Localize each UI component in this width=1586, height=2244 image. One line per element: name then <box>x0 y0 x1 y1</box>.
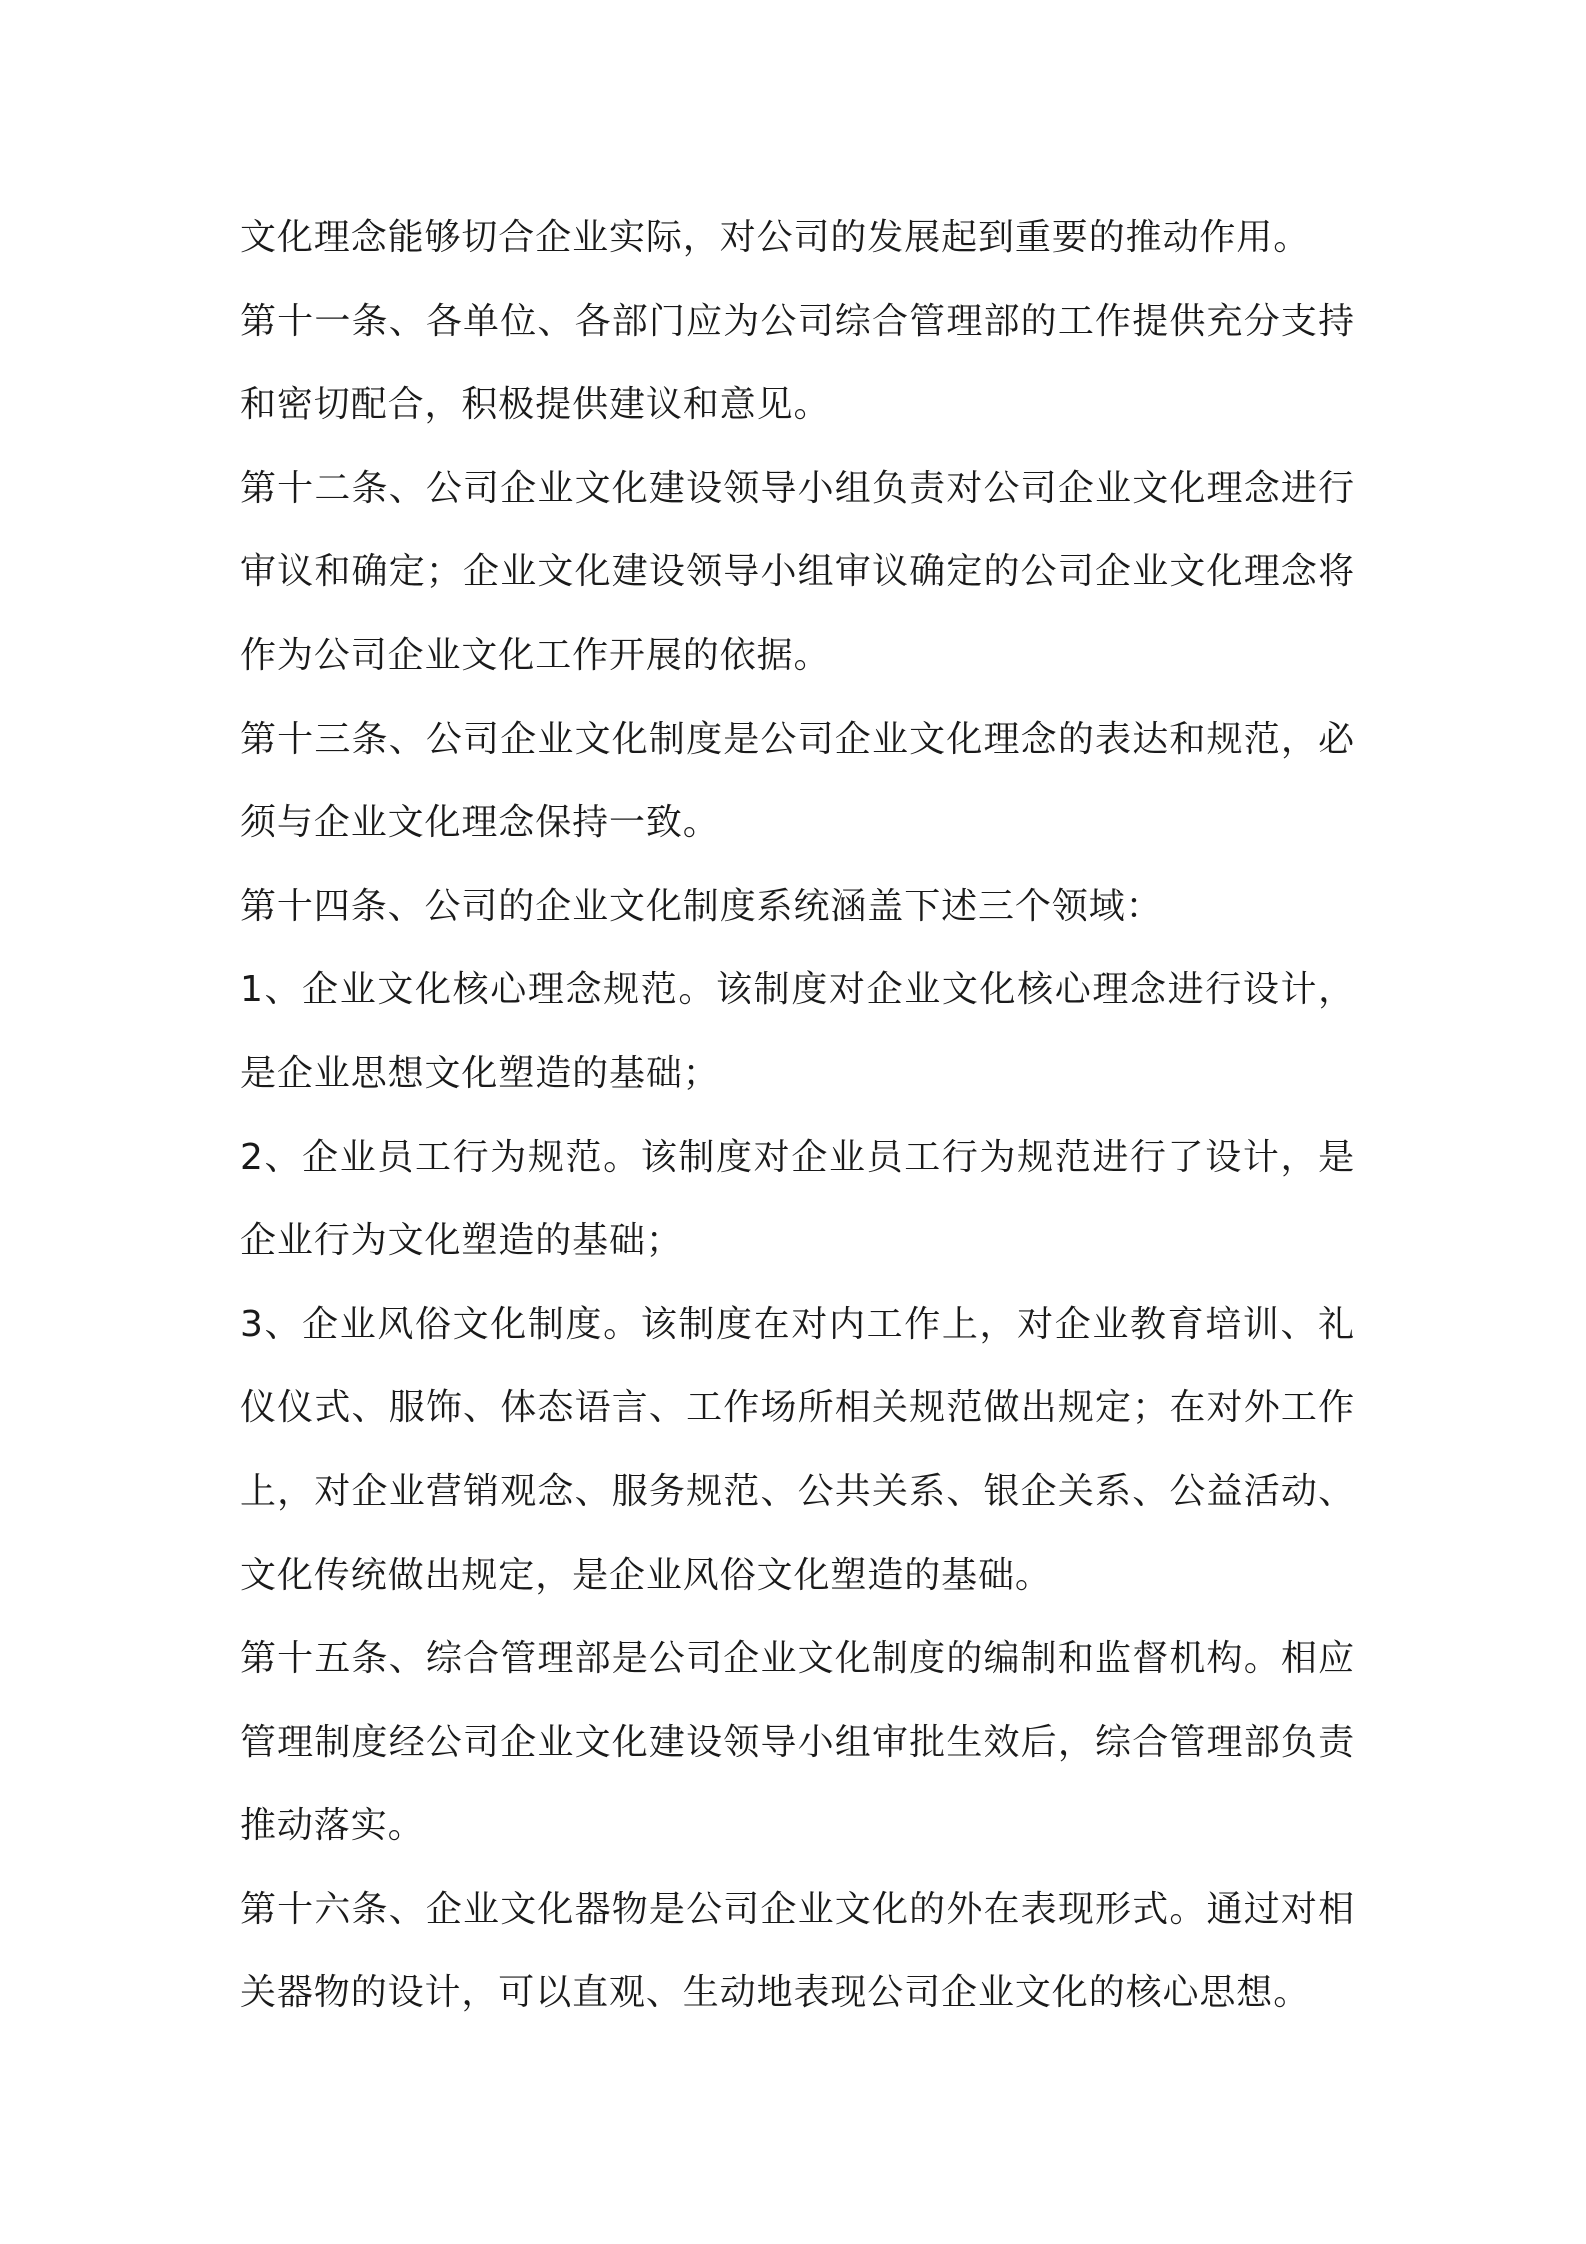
text-line: 推动落实。 <box>240 1805 425 1847</box>
text-line: 审议和确定；企业文化建设领导小组审议确定的公司企业文化理念将 <box>240 551 1355 593</box>
text-line: 第十六条、企业文化器物是公司企业文化的外在表现形式。通过对相 <box>240 1888 1355 1930</box>
text-line: 仪仪式、服饰、体态语言、工作场所相关规范做出规定；在对外工作 <box>240 1387 1355 1429</box>
text-line: 关器物的设计，可以直观、生动地表现公司企业文化的核心思想。 <box>240 1972 1311 2014</box>
text-line: 和密切配合，积极提供建议和意见。 <box>240 384 831 426</box>
text-line: 第十三条、公司企业文化制度是公司企业文化理念的表达和规范，必 <box>240 718 1355 760</box>
text-line: 第十一条、各单位、各部门应为公司综合管理部的工作提供充分支持 <box>240 300 1355 342</box>
text-line: 作为公司企业文化工作开展的依据。 <box>240 634 831 676</box>
text-line: 3、企业风俗文化制度。该制度在对内工作上，对企业教育培训、礼 <box>240 1303 1355 1345</box>
text-line: 管理制度经公司企业文化建设领导小组审批生效后，综合管理部负责 <box>240 1721 1355 1763</box>
text-line: 1、企业文化核心理念规范。该制度对企业文化核心理念进行设计， <box>240 969 1355 1011</box>
text-line: 文化传统做出规定，是企业风俗文化塑造的基础。 <box>240 1554 1052 1596</box>
text-line: 企业行为文化塑造的基础； <box>240 1220 683 1262</box>
text-line: 第十二条、公司企业文化建设领导小组负责对公司企业文化理念进行 <box>240 467 1355 509</box>
text-line: 第十四条、公司的企业文化制度系统涵盖下述三个领域： <box>240 885 1163 927</box>
text-line: 2、企业员工行为规范。该制度对企业员工行为规范进行了设计，是 <box>240 1136 1355 1178</box>
document-body <box>240 196 1355 2035</box>
text-line: 第十五条、综合管理部是公司企业文化制度的编制和监督机构。相应 <box>240 1638 1355 1680</box>
text-line: 须与企业文化理念保持一致。 <box>240 802 720 844</box>
text-line: 是企业思想文化塑造的基础； <box>240 1052 720 1094</box>
text-line: 文化理念能够切合企业实际，对公司的发展起到重要的推动作用。 <box>240 217 1311 258</box>
text-line: 上，对企业营销观念、服务规范、公共关系、银企关系、公益活动、 <box>240 1470 1355 1512</box>
